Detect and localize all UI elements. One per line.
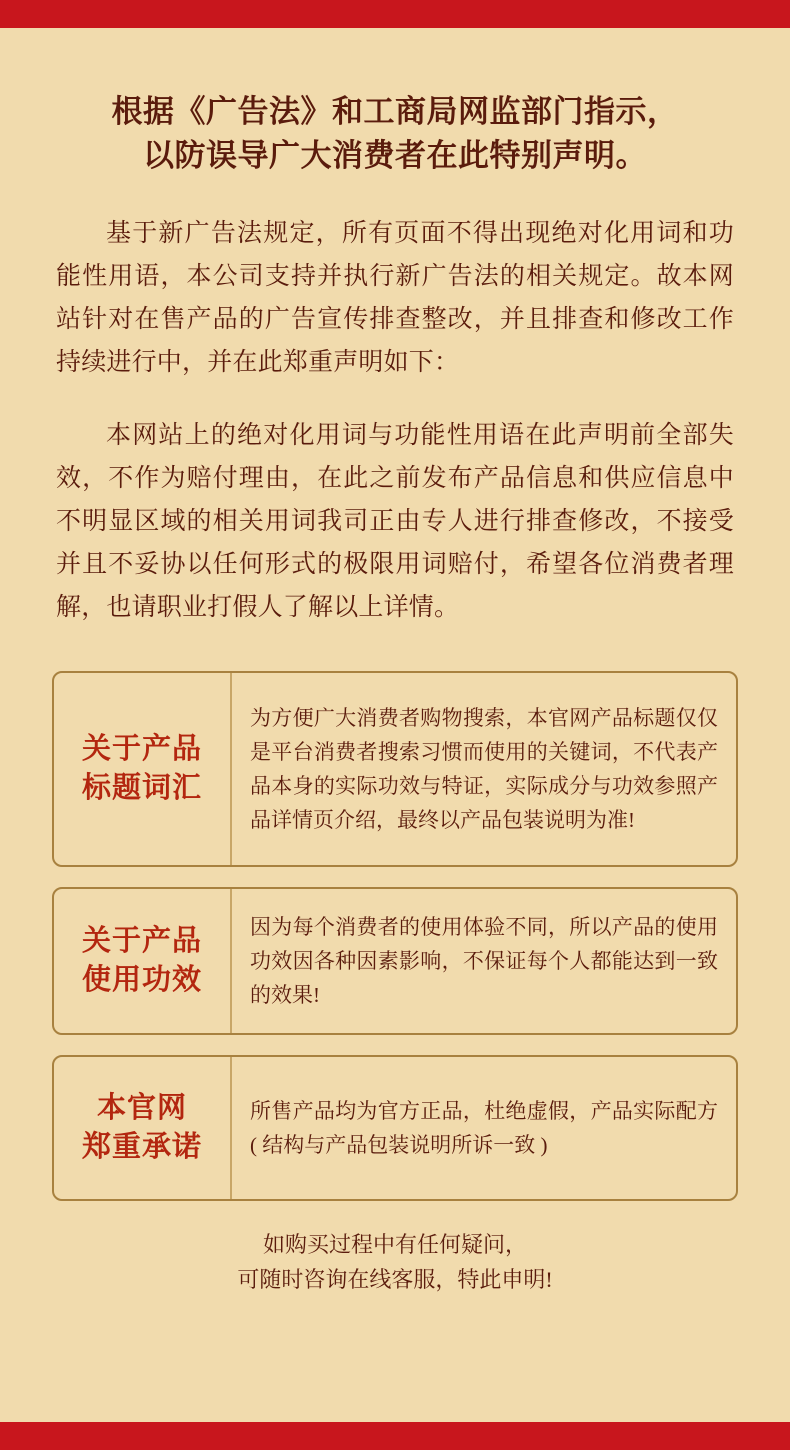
card-title-product-title: [54, 673, 232, 865]
card-title-promise: [54, 1057, 232, 1199]
card-body-promise: 所售产品均为官方正品，杜绝虚假，产品实际配方( 结构与产品包装说明所诉一致 ): [250, 1099, 718, 1158]
card-title-product-effect: [54, 889, 232, 1033]
statement-card-list: [52, 671, 738, 1201]
declaration-panel: [0, 28, 790, 1422]
page-title-line1: 根据《广告法》和工商局网监部门指示，: [111, 94, 679, 129]
footer-line1: 如购买过程中有任何疑问，: [262, 1232, 527, 1258]
statement-card-product-title: [52, 671, 738, 867]
card-title-line1: 本官网: [96, 1092, 187, 1125]
page-title-line2: 以防误导广大消费者在此特别声明。: [143, 138, 647, 174]
card-title-line1: 关于产品: [81, 733, 202, 766]
card-body-product-effect: 因为每个消费者的使用体验不同，所以产品的使用功效因各种因素影响，不保证每个人都能达到一致的效果!: [250, 915, 718, 1008]
statement-card-promise: [52, 1055, 738, 1201]
intro-paragraph-1: 基于新广告法规定，所有页面不得出现绝对化用词和功能性用语，本公司支持并执行新广告法的相关规定。故本网站针对在售产品的广告宣传排查整改，并且排查和修改工作持续进行中，并在此郑重声明如下：: [56, 220, 734, 377]
footer-note: [52, 1227, 738, 1297]
card-body-product-title: 为方便广大消费者购物搜索，本官网产品标题仅仅是平台消费者搜索习惯而使用的关键词，不代表产品本身的实际功效与特证，实际成分与功效参照产品详情页介绍，最终以产品包装说明为准!: [250, 706, 718, 833]
card-title-line2: 标题词汇: [81, 772, 202, 805]
card-title-line2: 使用功效: [81, 964, 202, 997]
page-title: [52, 90, 738, 178]
statement-card-product-effect: [52, 887, 738, 1035]
card-title-line2: 郑重承诺: [81, 1131, 202, 1164]
intro-paragraph-2: 本网站上的绝对化用词与功能性用语在此声明前全部失效，不作为赔付理由，在此之前发布产品信息和供应信息中不明显区域的相关用词我司正由专人进行排查修改，不接受并且不妥协以任何形式的极限用词赔付，希望各位消费者理解，也请职业打假人了解以上详情。: [56, 422, 734, 622]
footer-line2: 可随时咨询在线客服，特此申明!: [237, 1267, 553, 1293]
card-title-line1: 关于产品: [81, 925, 202, 958]
